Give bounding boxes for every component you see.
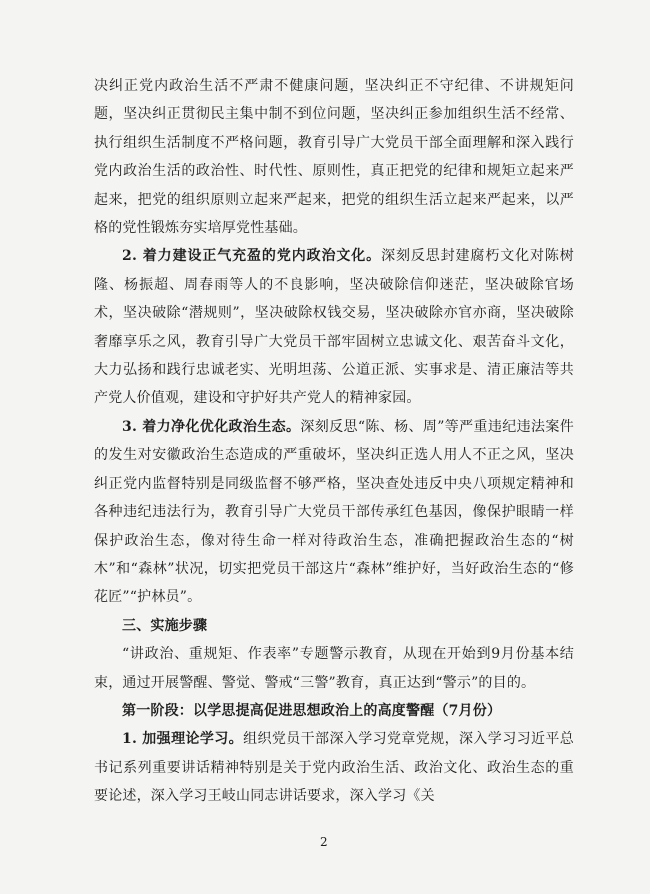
paragraph-political-ecology-body: 深刻反思“陈、杨、周”等严重违纪违法案件的发生对安徽政治生态造成的严重破坏，坚决纠正选人用人不正之风，坚决纠正党内监督特别是同级监督不够严格，坚决查处违反中央八项规定精神和各种违纪违法行为，教育引导广大党员干部传承红色基因，像保护眼睛一样保护政治生态，像对待生命一样对待政治生态，准确把握政治生态的“树木”和“森林”状况，切实把党员干部这片“森林”维护好，当好政治生态的“修花匠”“护林员”。 (94, 418, 574, 606)
paragraph-theory-study-title: 1. 加强理论学习。 (122, 731, 244, 748)
document-body (94, 72, 574, 811)
paragraph-theory-study (94, 725, 574, 810)
paragraph-political-culture (94, 242, 574, 412)
phase-one-heading: 第一阶段：以学思提高促进思想政治上的高度警醒（7月份） (122, 702, 502, 719)
paragraph-political-ecology (94, 413, 574, 612)
paragraph-political-culture-body: 深刻反思封建腐朽文化对陈树隆、杨振超、周春雨等人的不良影响，坚决破除信仰迷茫，坚决破除官场术，坚决破除“潜规则”，坚决破除权钱交易，坚决破除亦官亦商，坚决破除奢靡享乐之风，教育引导广大党员干部牢固树立忠诚文化、艰苦奋斗文化，大力弘扬和践行忠诚老实、光明坦荡、公道正派、实事求是、清正廉洁等共产党人价值观，建设和守护好共产党人的精神家园。 (94, 248, 574, 407)
paragraph-implementation-summary: “讲政治、重规矩、作表率”专题警示教育，从现在开始到9月份基本结束，通过开展警醒、警觉、警戒“三警”教育，真正达到“警示”的目的。 (94, 646, 574, 691)
paragraph-political-life: 决纠正党内政治生活不严肃不健康问题，坚决纠正不守纪律、不讲规矩问题，坚决纠正贯彻民主集中制不到位问题，坚决纠正参加组织生活不经常、执行组织生活制度不严格问题，教育引导广大党员干部全面理解和深入践行党内政治生活的政治性、时代性、原则性，真正把党的纪律和规矩立起来严起来，把党的组织原则立起来严起来，把党的组织生活立起来严起来，以严格的党性锻炼夯实培厚党性基础。 (94, 78, 574, 237)
section-heading-implementation: 三、实施步骤 (122, 617, 208, 634)
paragraph-political-ecology-title: 3. 着力净化优化政治生态。 (122, 418, 301, 435)
paragraph-theory-study-body: 组织党员干部深入学习党章党规，深入学习习近平总书记系列重要讲话精神特别是关于党内政治生活、政治文化、政治生态的重要论述，深入学习王岐山同志讲话要求，深入学习《关 (94, 731, 574, 805)
paragraph-political-culture-title: 2. 着力建设正气充盈的党内政治文化。 (122, 248, 382, 265)
page-number: 2 (320, 835, 328, 849)
